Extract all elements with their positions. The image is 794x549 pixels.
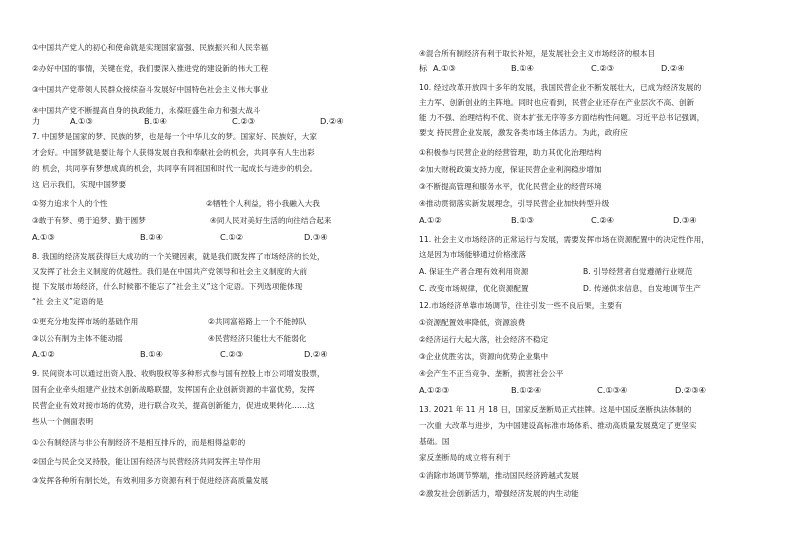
- answer-choice-a[interactable]: A.①③: [32, 232, 55, 242]
- answer-choice-d[interactable]: D. 传递供求信息，自发地调节生产: [583, 284, 701, 293]
- answer-choice-d[interactable]: D.③④: [304, 232, 328, 242]
- answer-choice-d[interactable]: D.③④: [673, 215, 697, 225]
- option-line: ③企业优胜劣汰，资源向优势企业集中: [419, 352, 549, 361]
- question-stem: 这 启示我们，实现中国梦要: [32, 180, 127, 189]
- option-line: ③不断提高管理和服务水平，优化民营企业的经营环境: [419, 182, 602, 191]
- answer-choice-b[interactable]: B.①④: [140, 349, 163, 359]
- question-stem: 12.市场经济单靠市场调节，往往引发一些不良后果，主要有: [419, 301, 623, 310]
- question-stem: “社 会主义”定语的是: [32, 297, 104, 306]
- answer-choice-a[interactable]: A.①②: [32, 349, 55, 359]
- answer-choice-b[interactable]: B. 引导经营者自觉遵循行业规范: [583, 267, 693, 276]
- answer-choice-a[interactable]: A. 保证生产者合理有效利用资源: [419, 267, 529, 276]
- question-stem: 些从一个侧面表明: [32, 417, 94, 426]
- option-line: ①资源配置效率降低，资源浪费: [419, 318, 526, 327]
- option-line: ②经济运行大起大落，社会经济不稳定: [419, 335, 549, 344]
- question-stem: 国有企业牵头组建产业技术创新战略联盟，发挥国有企业创新资源的丰富优势，发挥: [32, 385, 315, 394]
- option-line: ②加大财税政策支持力度，保证民营企业利润稳步增加: [419, 165, 602, 174]
- answer-choice-a[interactable]: A.①③: [433, 63, 456, 73]
- option-line: ④同人民对美好生活的向往结合起来: [210, 216, 332, 225]
- answer-choice-c[interactable]: C.②③: [591, 63, 614, 73]
- option-line: ①努力追求个人的个性: [32, 199, 108, 208]
- answer-choice-a[interactable]: A.①③: [70, 116, 93, 126]
- continued-text: 标: [419, 63, 428, 73]
- option-line: ②办好中国的事情，关键在党，我们要深入推进党的建设新的伟大工程: [32, 64, 269, 73]
- option-line: ④中国共产党不断提高自身的执政能力，永葆旺盛生命力和强大战斗: [32, 106, 261, 115]
- question-stem: 13. 2021 年 11 月 18 日，国家反垄断局正式挂牌。这是中国反垄断执法体制的: [419, 405, 692, 414]
- option-line: ④会产生不正当竞争、垄断，损害社会公平: [419, 369, 564, 378]
- option-line: ④混合所有制经济有利于取长补短，是发展社会主义市场经济的根本目: [419, 49, 656, 58]
- answer-choice-c[interactable]: C.①③④: [597, 385, 628, 395]
- question-stem: 一次重 大改革与进步，为中国建设高标准市场体系、推动高质量发展奠定了更坚实: [419, 421, 697, 430]
- question-stem: 能 力不强、治理结构不优、资本扩张无序等多方面结构性问题。习近平总书记强调，: [419, 113, 705, 122]
- answer-choice-b[interactable]: B.②④: [140, 232, 163, 242]
- question-stem: 才会好。中国梦就是要让每个人获得发展自我和奉献社会的机会，共同享有人生出彩: [32, 148, 315, 157]
- answer-choice-b[interactable]: B.①④: [144, 116, 167, 126]
- option-line: ①消除市场调节弊端，推动国民经济跨越式发展: [419, 471, 579, 480]
- question-stem: 这是因为市场能够通过价格涨落: [419, 250, 527, 259]
- question-stem: 的 机会，共同享有梦想成真的机会，共同享有同祖国和时代一起成长与进步的机会。: [32, 164, 318, 173]
- option-line: ①更充分地发挥市场的基础作用: [32, 317, 139, 326]
- answer-choice-a[interactable]: A.①②③: [419, 385, 450, 395]
- option-line: ③敢于有梦、勇于追梦、勤于圆梦: [32, 216, 146, 225]
- question-stem: 11. 社会主义市场经济的正常运行与发展，需要发挥市场在资源配置中的决定性作用，: [419, 235, 709, 244]
- answer-choice-b[interactable]: B.①③: [511, 215, 534, 225]
- question-stem: 民营企业有效对接市场的优势，进行联合攻关，提高创新能力，促进成果转化……这: [32, 401, 315, 410]
- option-line: ④推动贯彻落实新发展理念，引导民营企业加快转型升级: [419, 199, 610, 208]
- answer-choice-d[interactable]: D.②④: [320, 116, 344, 126]
- answer-choice-d[interactable]: D.②③④: [675, 385, 706, 395]
- question-stem: 7. 中国梦是国家的梦、民族的梦，也是每一个中华儿女的梦。国家好、民族好，大家: [32, 132, 317, 141]
- answer-choice-c[interactable]: C.②③: [220, 349, 243, 359]
- answer-choice-c[interactable]: C. 改变市场规律，优化资源配置: [419, 284, 529, 293]
- option-line: ③中国共产党带领人民群众接续奋斗发展好中国特色社会主义伟大事业: [32, 85, 269, 94]
- answer-choice-d[interactable]: D.②④: [661, 63, 685, 73]
- answer-choice-b[interactable]: B.①②④: [511, 385, 542, 395]
- option-line: ③以公有制为主体不能动摇: [32, 334, 123, 343]
- option-line: ②国企与民企交叉持股，能让国有经济与民营经济共同发挥主导作用: [32, 457, 261, 466]
- option-line: ②激发社会创新活力，增强经济发展的内生动能: [419, 489, 579, 498]
- answer-choice-c[interactable]: C.②④: [591, 215, 614, 225]
- question-stem: 要支 持民营企业发展，激发各类市场主体活力。为此，政府应: [419, 128, 628, 137]
- answer-choice-a[interactable]: A.①②: [419, 215, 442, 225]
- question-stem: 又发挥了社会主义制度的优越性。我们是在中国共产党领导和社会主义制度的大前: [32, 267, 308, 276]
- option-line: ①公有制经济与非公有制经济不是相互排斥的，而是相得益彰的: [32, 438, 246, 447]
- question-stem: 8. 我国的经济发展获得巨大成功的一个关键因素，就是我们既发挥了市场经济的长处，: [32, 252, 325, 261]
- option-line: ②牺牲个人利益，将小我融入大我: [206, 199, 320, 208]
- option-line: ④民营经济只能壮大不能弱化: [208, 334, 307, 343]
- answer-choice-c[interactable]: C.①②: [220, 232, 243, 242]
- question-stem: 家反垄断局的成立将有利于: [419, 453, 511, 462]
- answer-choice-d[interactable]: D.②④: [304, 349, 328, 359]
- option-line: ①中国共产党人的初心和使命就是实现国家富强、民族振兴和人民幸福: [32, 43, 269, 52]
- answer-choice-c[interactable]: C.②③: [232, 116, 255, 126]
- option-line: ①积极参与民营企业的经营管理，助力其优化治理结构: [419, 148, 602, 157]
- question-stem: 提 下发展市场经济，什么时候都不能忘了“社会主义”这个定语。下列选项能体现: [32, 282, 303, 291]
- option-line: ②共同富裕路上一个不能掉队: [208, 317, 307, 326]
- question-stem: 10. 经过改革开放四十多年的发展，我国民营企业不断发展壮大，已成为经济发展的: [419, 83, 702, 92]
- continued-text: 力: [32, 116, 41, 126]
- question-stem: 基础。国: [419, 437, 450, 446]
- question-stem: 主力军、创新创业的主阵地。同时也应看到，民营企业还存在产业层次不高、创新: [419, 98, 695, 107]
- option-line: ③发挥各种所有制长处，有效利用多方资源有利于促进经济高质量发展: [32, 476, 269, 485]
- answer-choice-b[interactable]: B.①④: [511, 63, 534, 73]
- question-stem: 9. 民间资本可以通过出资入股、收购股权等多种形式参与国有控股上市公司增发股票，: [32, 369, 325, 378]
